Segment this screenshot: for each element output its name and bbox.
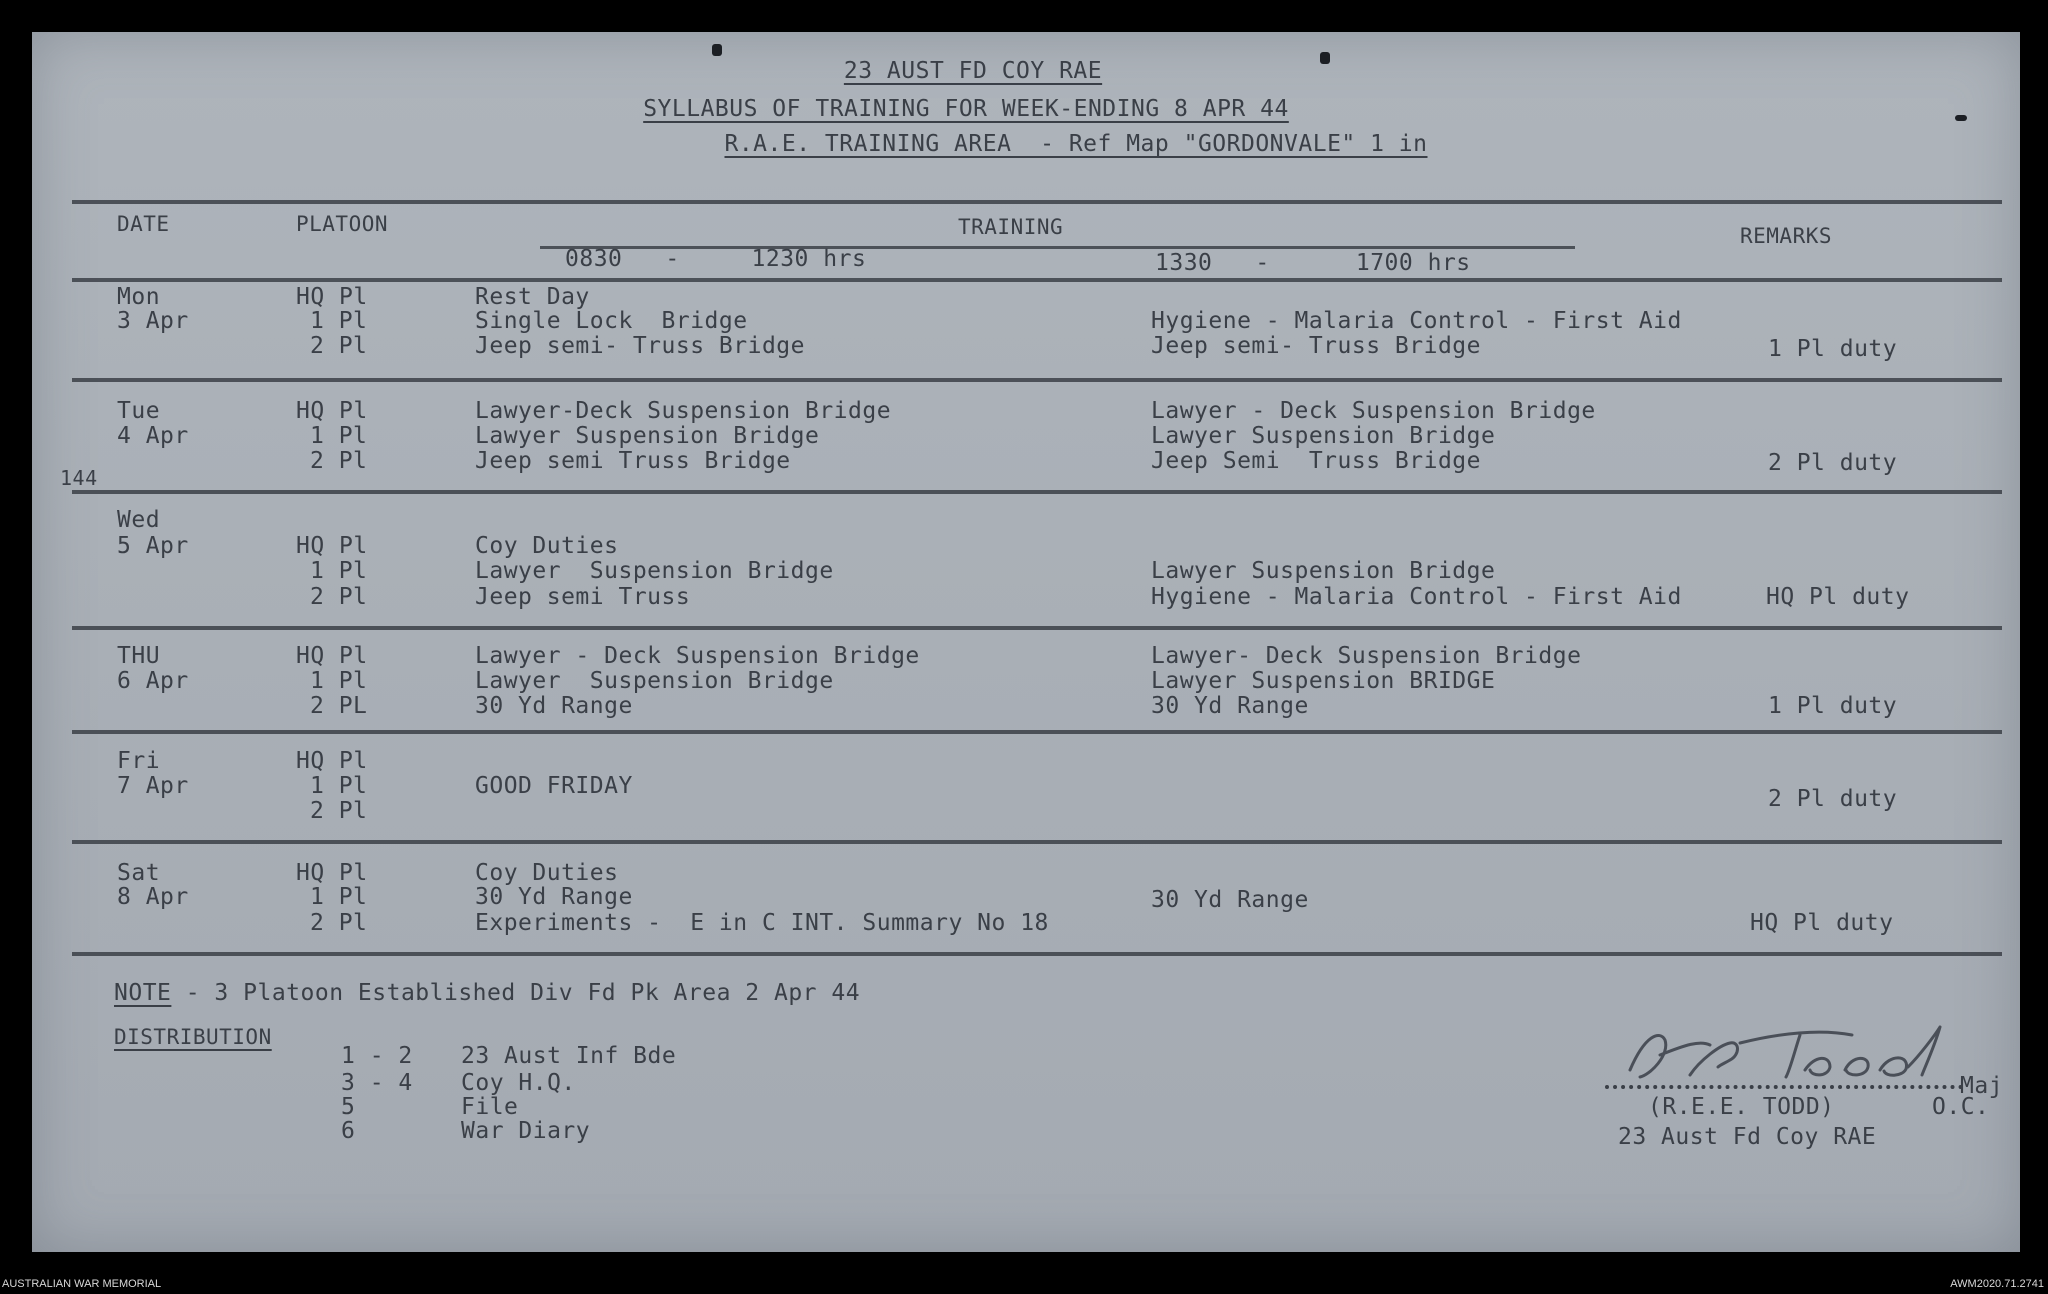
margin-mark: 144 <box>60 466 98 490</box>
header-bottom-rule <box>72 278 2002 282</box>
platoon-cell: HQ Pl <box>296 860 368 886</box>
pm-cell: 30 Yd Range <box>1151 693 1309 719</box>
col-morning: 0830 - 1230 hrs <box>565 246 867 272</box>
table-bottom-rule <box>72 952 2002 956</box>
platoon-cell: 1 Pl <box>310 308 368 334</box>
platoon-cell: 2 Pl <box>310 333 368 359</box>
am-cell: GOOD FRIDAY <box>475 773 633 799</box>
am-cell: Lawyer-Deck Suspension Bridge <box>475 398 892 424</box>
area-heading: R.A.E. TRAINING AREA - Ref Map "GORDONVALE" 1 in <box>724 131 1428 157</box>
distribution-copies: 6 <box>341 1118 356 1144</box>
day-name: Fri <box>117 748 161 774</box>
am-cell: Jeep semi Truss Bridge <box>475 448 791 474</box>
syllabus-heading: SYLLABUS OF TRAINING FOR WEEK-ENDING 8 APR 44 <box>643 96 1289 122</box>
pm-cell: Lawyer Suspension BRIDGE <box>1151 668 1496 694</box>
distribution-label: DISTRIBUTION <box>114 1025 272 1049</box>
col-platoon: PLATOON <box>296 212 389 236</box>
archive-reference: AWM2020.71.2741 <box>1950 1278 2044 1290</box>
distribution-recipient: 23 Aust Inf Bde <box>461 1043 677 1069</box>
distribution-copies: 1 - 2 <box>341 1043 413 1069</box>
distribution-recipient: Coy H.Q. <box>461 1070 576 1096</box>
col-remarks: REMARKS <box>1740 224 1833 248</box>
am-cell: Lawyer Suspension Bridge <box>475 423 820 449</box>
distribution-recipient: File <box>461 1094 519 1120</box>
platoon-cell: 1 Pl <box>310 773 368 799</box>
col-afternoon: 1330 - 1700 hrs <box>1155 250 1471 276</box>
punch-hole <box>712 44 722 56</box>
archive-credit: AUSTRALIAN WAR MEMORIAL <box>2 1278 162 1290</box>
platoon-cell: 1 Pl <box>310 668 368 694</box>
am-cell: Rest Day <box>475 284 590 310</box>
day-date: 4 Apr <box>117 423 189 449</box>
am-cell: Jeep semi- Truss Bridge <box>475 333 805 359</box>
pm-cell: Hygiene - Malaria Control - First Aid <box>1151 308 1682 334</box>
day-date: 6 Apr <box>117 668 189 694</box>
platoon-cell: 2 Pl <box>310 448 368 474</box>
note-line <box>114 980 860 1006</box>
day-rule <box>72 378 2002 382</box>
am-cell: Jeep semi Truss <box>475 584 691 610</box>
platoon-cell: 2 Pl <box>310 910 368 936</box>
signature-rank: Maj <box>1960 1073 2004 1099</box>
am-cell: Lawyer - Deck Suspension Bridge <box>475 643 920 669</box>
pm-cell: Hygiene - Malaria Control - First Aid <box>1151 584 1682 610</box>
remark-cell: HQ Pl duty <box>1750 910 1894 936</box>
day-rule <box>72 626 2002 630</box>
pm-cell: Lawyer- Deck Suspension Bridge <box>1151 643 1582 669</box>
platoon-cell: HQ Pl <box>296 533 368 559</box>
platoon-cell: HQ Pl <box>296 748 368 774</box>
note-label: NOTE <box>114 980 172 1006</box>
am-cell: Coy Duties <box>475 533 619 559</box>
am-cell: Lawyer Suspension Bridge <box>475 668 834 694</box>
am-cell: Experiments - E in C INT. Summary No 18 <box>475 910 1049 936</box>
am-cell: 30 Yd Range <box>475 693 633 719</box>
day-date: 8 Apr <box>117 884 189 910</box>
day-date: 5 Apr <box>117 533 189 559</box>
remark-cell: 2 Pl duty <box>1768 786 1898 812</box>
distribution-copies: 3 - 4 <box>341 1070 413 1096</box>
col-training: TRAINING <box>958 215 1064 239</box>
platoon-cell: 1 Pl <box>310 558 368 584</box>
platoon-cell: HQ Pl <box>296 398 368 424</box>
platoon-cell: 2 Pl <box>310 584 368 610</box>
punch-hole <box>1955 115 1967 121</box>
day-date: 7 Apr <box>117 773 189 799</box>
signature-dotted-line <box>1605 1085 1963 1089</box>
unit-heading: 23 AUST FD COY RAE <box>843 58 1103 84</box>
day-rule <box>72 840 2002 844</box>
platoon-cell: 1 Pl <box>310 423 368 449</box>
col-date: DATE <box>117 212 170 236</box>
remark-cell: HQ Pl duty <box>1766 584 1910 610</box>
remark-cell: 1 Pl duty <box>1768 693 1898 719</box>
am-cell: 30 Yd Range <box>475 884 633 910</box>
pm-cell: Jeep Semi Truss Bridge <box>1151 448 1481 474</box>
platoon-cell: 1 Pl <box>310 884 368 910</box>
note-text: - 3 Platoon Established Div Fd Pk Area 2 Apr 44 <box>171 980 861 1006</box>
platoon-cell: HQ Pl <box>296 284 368 310</box>
signature-appointment: O.C. <box>1932 1094 1990 1120</box>
pm-cell: Lawyer Suspension Bridge <box>1151 423 1496 449</box>
pm-cell: 30 Yd Range <box>1151 887 1309 913</box>
pm-cell: Lawyer Suspension Bridge <box>1151 558 1496 584</box>
signature-name: (R.E.E. TODD) <box>1648 1094 1835 1120</box>
am-cell: Coy Duties <box>475 860 619 886</box>
day-rule <box>72 730 2002 734</box>
distribution-recipient: War Diary <box>461 1118 591 1144</box>
pm-cell: Jeep semi- Truss Bridge <box>1151 333 1481 359</box>
pm-cell: Lawyer - Deck Suspension Bridge <box>1151 398 1596 424</box>
day-date: 3 Apr <box>117 308 189 334</box>
remark-cell: 1 Pl duty <box>1768 336 1898 362</box>
punch-hole <box>1320 52 1330 64</box>
day-rule <box>72 490 2002 494</box>
day-name: Wed <box>117 507 161 533</box>
am-cell: Single Lock Bridge <box>475 308 748 334</box>
day-name: THU <box>117 643 161 669</box>
platoon-cell: 2 Pl <box>310 798 368 824</box>
distribution-copies: 5 <box>341 1094 356 1120</box>
platoon-cell: 2 PL <box>310 693 368 719</box>
handwritten-signature <box>1590 1015 1980 1095</box>
platoon-cell: HQ Pl <box>296 643 368 669</box>
day-name: Sat <box>117 860 161 886</box>
remark-cell: 2 Pl duty <box>1768 450 1898 476</box>
table-top-rule <box>72 200 2002 204</box>
am-cell: Lawyer Suspension Bridge <box>475 558 834 584</box>
day-name: Tue <box>117 398 161 424</box>
day-name: Mon <box>117 284 161 310</box>
signature-unit: 23 Aust Fd Coy RAE <box>1618 1124 1877 1150</box>
